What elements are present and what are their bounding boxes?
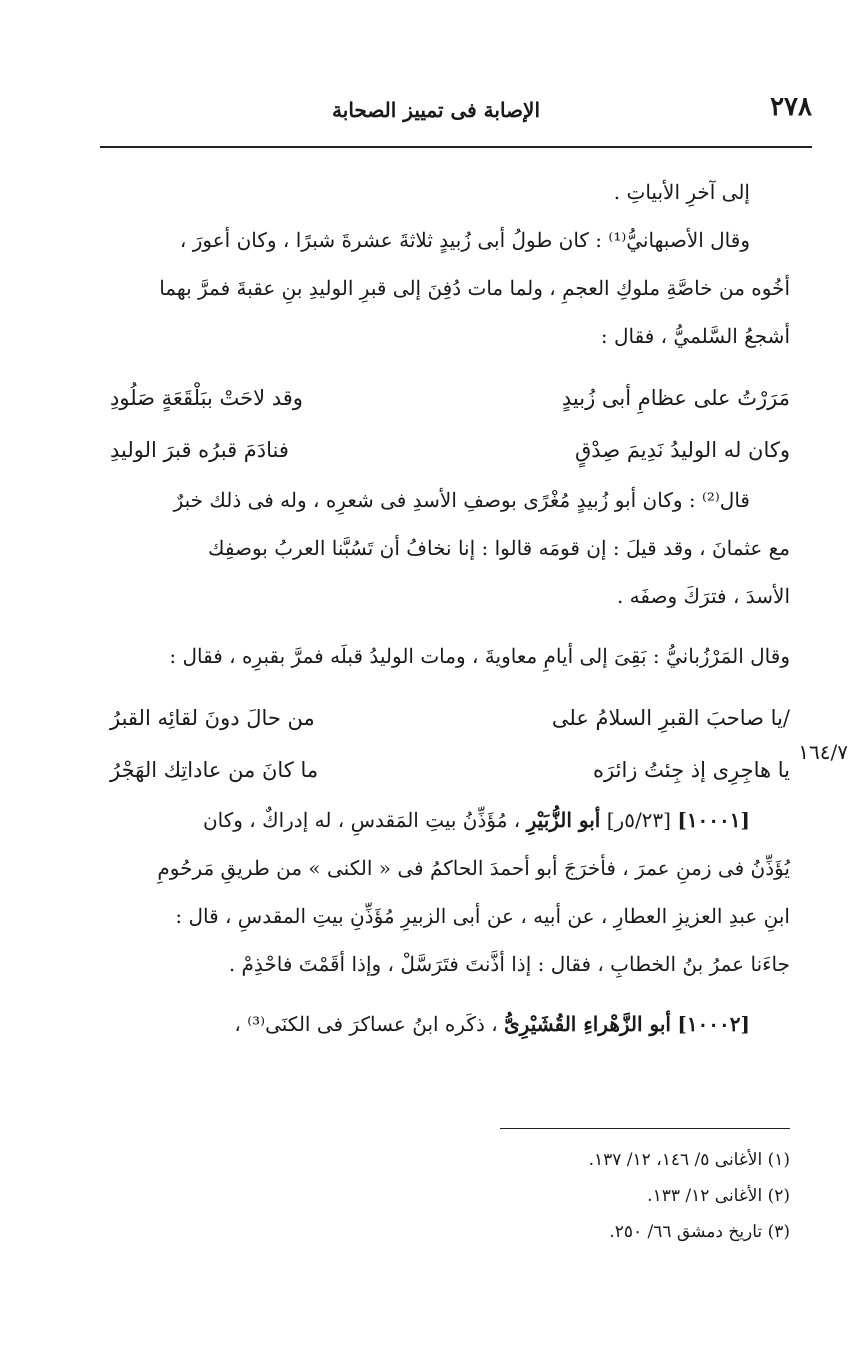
poem-verse: [100, 744, 790, 796]
header-rule: [100, 146, 812, 148]
text-line: يُؤَذِّنُ فى زمنِ عمرَ ، فأخرَجَ أبو أحمدَ الحاكمُ فى « الكنى » من طريقِ مَرحُومِ: [157, 856, 790, 880]
poem-verse: [100, 692, 790, 744]
entry-text: ، ذكَره ابنُ عساكرَ فى الكنَى⁽³⁾ ،: [234, 1012, 498, 1036]
text-line: وقال الأصبهانيُّ⁽¹⁾ : كان طولُ أبى زُبيدٍ ثلاثةَ عشرةَ شبرًا ، وكان أعورَ ،: [179, 228, 750, 252]
text-line: إلى آخرِ الأبياتِ .: [613, 180, 750, 204]
text-line: جاءَنا عمرُ بنُ الخطابِ ، فقال : إذا أذَّنتَ فتَرَسَّلْ ، وإذا أقَمْتَ فاحْذِمْ .: [228, 952, 790, 976]
text-line: الأسدَ ، فترَكَ وصفَه .: [616, 584, 790, 608]
footnote: (١) الأغانى ٥/ ١٤٦، ١٢/ ١٣٧.: [588, 1150, 790, 1170]
poem-hemistich: من حالَ دونَ لقائِه القبرُ: [110, 706, 315, 730]
text-line: قال⁽²⁾ : وكان أبو زُبيدٍ مُغْرًى بوصفِ الأسدِ فى شعرِه ، وله فى ذلك خبرٌ: [173, 488, 750, 512]
margin-reference: ١٦٤/٧: [798, 740, 848, 764]
spacer: [100, 988, 790, 1000]
page-number: ٢٧٨: [770, 92, 812, 122]
poem-verse: [100, 424, 790, 476]
poem-hemistich: ما كانَ من عاداتِك الهَجْرُ: [110, 758, 319, 782]
spacer: [100, 620, 790, 632]
running-title: الإصابة فى تمييز الصحابة: [332, 98, 540, 122]
spacer: [100, 680, 790, 692]
poem-hemistich: مَرَرْتُ على عظامِ أبى زُبيدٍ: [561, 386, 790, 410]
entry-heading: [100, 796, 790, 844]
poem-hemistich: /يا صاحبَ القبرِ السلامُ على: [551, 706, 790, 730]
text-line: وقال المَرْزُبانيُّ : بَقِىَ إلى أيامِ معاويةَ ، ومات الوليدُ قبلَه فمرَّ بقبرِه ، فقال :: [169, 644, 790, 668]
text-line: ابنِ عبدِ العزيزِ العطارِ ، عن أبيه ، عن أبى الزبيرِ مُؤَذِّنِ بيتِ المقدسِ ، قال :: [175, 904, 790, 928]
entry-name: أبو الزُّبَيْرِ: [526, 808, 601, 832]
text-line: أشجعُ السَّلميُّ ، فقال :: [600, 324, 790, 348]
entry-text: ، مُؤَذِّنُ بيتِ المَقدسِ ، له إدراكٌ ، وكان: [202, 808, 521, 832]
text-line: أخُوه من خاصَّةِ ملوكِ العجمِ ، ولما مات دُفِنَ إلى قبرِ الوليدِ بنِ عقبةَ فمرَّ بهما: [159, 276, 790, 300]
entry-heading: [100, 1000, 790, 1048]
entry-number: [١٠٠٠٢]: [677, 1012, 750, 1036]
main-text: [100, 168, 790, 1048]
poem-verse: [100, 372, 790, 424]
footnotes: [390, 1142, 790, 1250]
footnote-rule: [500, 1128, 790, 1129]
entry-reference: [٥/٢٣ر]: [606, 808, 671, 832]
entry-name: أبو الزَّهْراءِ القُشَيْرِىُّ: [504, 1012, 671, 1036]
page-header: [100, 92, 812, 136]
entry-number: [١٠٠٠١]: [677, 808, 750, 832]
poem-hemistich: وكان له الوليدُ نَدِيمَ صِدْقٍ: [575, 438, 790, 462]
poem-hemistich: فنادَمَ قبرُه قبرَ الوليدِ: [110, 438, 289, 462]
text-line: مع عثمانَ ، وقد قيلَ : إن قومَه قالوا : إنا نخافُ أن تَسُبَّنا العربُ بوصفِك: [208, 536, 790, 560]
footnote: (٣) تاريخ دمشق ٦٦/ ٢٥٠.: [609, 1222, 790, 1242]
poem-hemistich: يا هاجِرِى إذ جِئتُ زائرَه: [593, 758, 790, 782]
poem-hemistich: وقد لاحَتْ ببَلْقَعَةٍ صَلُودِ: [110, 386, 303, 410]
footnote: (٢) الأغانى ١٢/ ١٣٣.: [647, 1186, 790, 1206]
spacer: [100, 360, 790, 372]
